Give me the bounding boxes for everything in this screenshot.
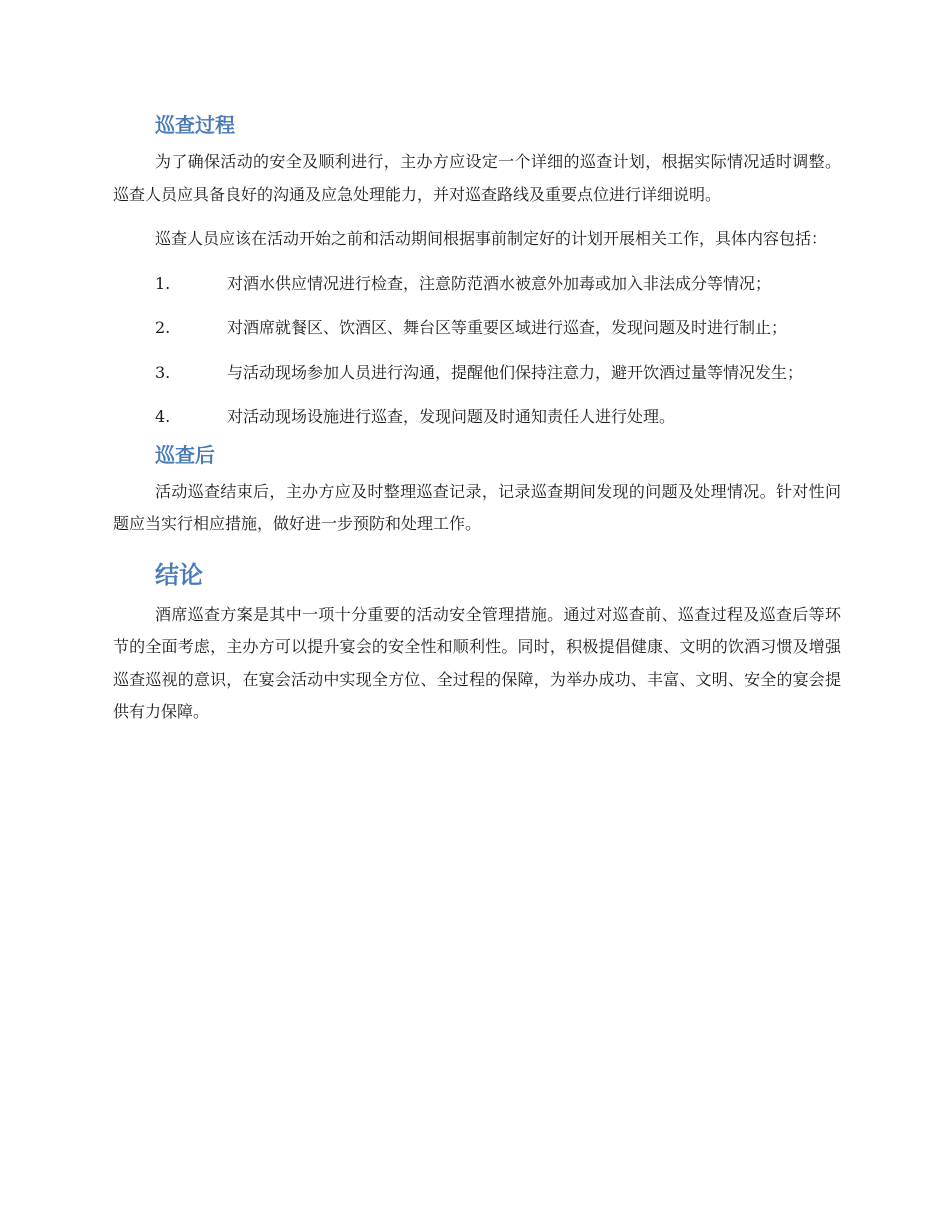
list-text: 对活动现场设施进行巡查，发现问题及时通知责任人进行处理。 (227, 407, 676, 426)
list-text: 对酒席就餐区、饮酒区、舞台区等重要区域进行巡查，发现问题及时进行制止； (227, 318, 788, 337)
section-heading-patrol-process: 巡查过程 (155, 113, 235, 137)
section-heading-conclusion: 结论 (155, 560, 203, 589)
list-number: 2. (155, 318, 171, 337)
list-number: 4. (155, 407, 171, 426)
section-heading-after-patrol: 巡查后 (155, 442, 215, 467)
list-item (113, 268, 841, 301)
list-item (113, 401, 841, 434)
document-body (113, 108, 841, 729)
paragraph: 酒席巡查方案是其中一项十分重要的活动安全管理措施。通过对巡查前、巡查过程及巡查后等环节的全面考虑，主办方可以提升宴会的安全性和顺利性。同时，积极提倡健康、文明的饮酒习惯及增强巡查巡视的意识，在宴会活动中实现全方位、全过程的保障，为举办成功、丰富、文明、安全的宴会提供有力保障。 (113, 604, 841, 721)
list-number: 3. (155, 362, 171, 382)
list-item (113, 357, 841, 390)
paragraph: 为了确保活动的安全及顺利进行，主办方应设定一个详细的巡查计划，根据实际情况适时调整。巡查人员应具备良好的沟通及应急处理能力，并对巡查路线及重要点位进行详细说明。 (113, 152, 841, 204)
paragraph: 活动巡查结束后，主办方应及时整理巡查记录，记录巡查期间发现的问题及处理情况。针对性问题应当实行相应措施，做好进一步预防和处理工作。 (113, 481, 841, 533)
list-text: 对酒水供应情况进行检查，注意防范酒水被意外加毒或加入非法成分等情况； (227, 273, 772, 293)
list-number: 1. (155, 273, 171, 293)
list-item (113, 312, 841, 345)
paragraph: 巡查人员应该在活动开始之前和活动期间根据事前制定好的计划开展相关工作，具体内容包括： (155, 229, 828, 248)
list-text: 与活动现场参加人员进行沟通，提醒他们保持注意力，避开饮酒过量等情况发生； (227, 362, 804, 382)
